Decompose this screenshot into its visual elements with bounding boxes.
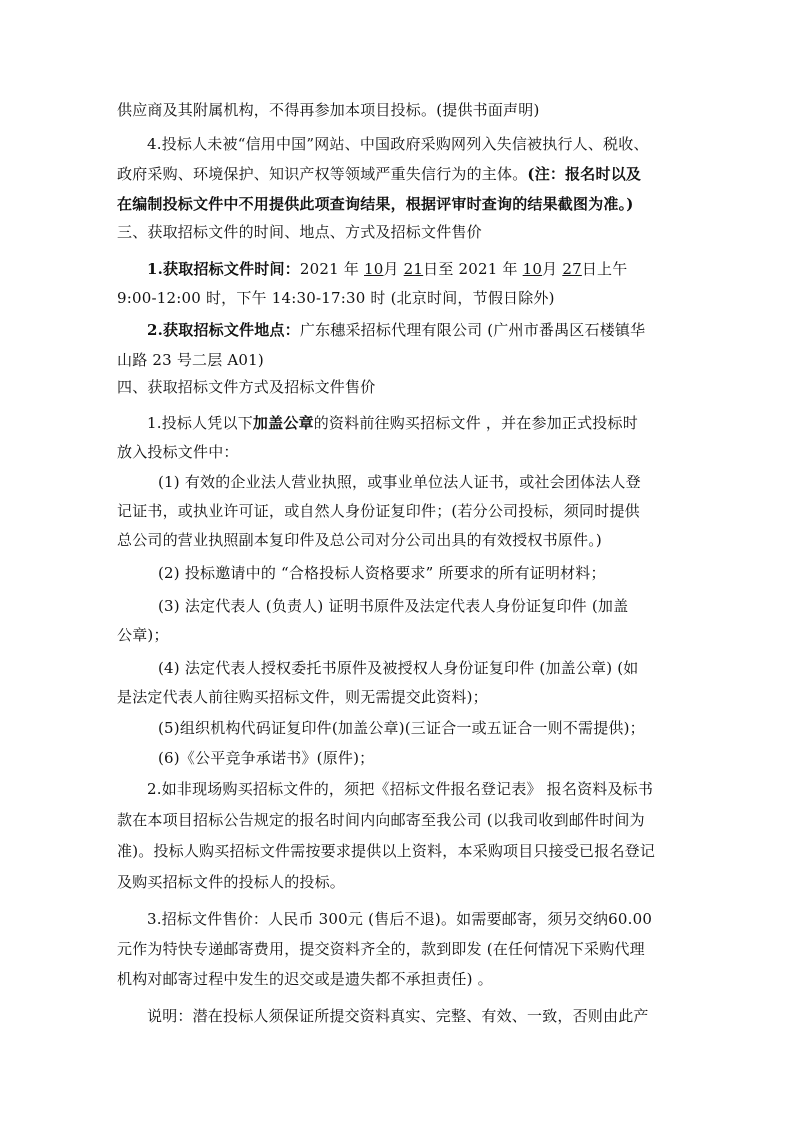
paragraph-line: 9:00-12:00 时，下午 14:30-17:30 时 (北京时间，节假日除外) bbox=[117, 289, 555, 307]
list-item: (2) 投标邀请中的 “合格投标人资格要求” 所要求的所有证明材料； bbox=[158, 564, 606, 582]
paragraph-line: 2.如非现场购买招标文件的，须把《招标文件报名登记表》 报名资料及标书 bbox=[147, 780, 654, 798]
text-run: 日上午 bbox=[581, 260, 628, 278]
paragraph-line: 及购买招标文件的投标人的投标。 bbox=[117, 873, 346, 891]
bold-note: (注：报名时以及 bbox=[527, 165, 642, 183]
paragraph-line bbox=[147, 320, 645, 340]
list-item: (6)《公平竞争承诺书》(原件)； bbox=[158, 749, 375, 767]
bold-text: 加盖公章 bbox=[252, 414, 314, 432]
paragraph-line: 4.投标人未被“信用中国”网站、中国政府采购网列入失信被执行人、税收、 bbox=[147, 135, 649, 153]
paragraph-line: 放入投标文件中： bbox=[117, 443, 239, 461]
paragraph-line: 公章)； bbox=[117, 626, 169, 644]
item-label: 2.获取招标文件地点： bbox=[147, 321, 300, 339]
text-run: 2021 年 bbox=[299, 260, 364, 278]
bold-note: 在编制投标文件中不用提供此项查询结果，根据评审时查询的结果截图为准。) bbox=[117, 195, 634, 213]
item-label: 1.获取招标文件时间： bbox=[147, 260, 300, 278]
list-item: (3) 法定代表人 (负责人) 证明书原件及法定代表人身份证复印件 (加盖 bbox=[158, 597, 629, 615]
text-run: 的资料前往购买招标文件 ，并在参加正式投标时 bbox=[313, 414, 638, 432]
section-heading: 三、获取招标文件的时间、地点、方式及招标文件售价 bbox=[117, 223, 482, 241]
date-day: 21 bbox=[403, 260, 424, 278]
date-day: 27 bbox=[562, 260, 582, 278]
list-item: (1) 有效的企业法人营业执照，或事业单位法人证书，或社会团体法人登 bbox=[158, 473, 641, 491]
paragraph-line: 机构对邮寄过程中发生的迟交或是遗失都不承担责任) 。 bbox=[117, 970, 493, 988]
paragraph-line: 3.招标文件售价：人民币 300元 (售后不退)。如需要邮寄，须另交纳60.00 bbox=[147, 910, 653, 928]
paragraph-line: 款在本项目招标公告规定的报名时间内向邮寄至我公司 (以我司收到邮件时间为 bbox=[117, 811, 645, 829]
note-line: 说明：潜在投标人须保证所提交资料真实、完整、有效、一致，否则由此产 bbox=[147, 1007, 649, 1025]
paragraph-line: 总公司的营业执照副本复印件及总公司对分公司出具的有效授权书原件。) bbox=[117, 531, 602, 549]
paragraph-line bbox=[147, 259, 627, 279]
paragraph-line bbox=[117, 164, 641, 184]
text-run: 1.投标人凭以下 bbox=[147, 414, 253, 432]
text-run: 政府采购、环境保护、知识产权等领域严重失信行为的主体。 bbox=[117, 165, 528, 183]
paragraph-line bbox=[147, 413, 638, 433]
paragraph-line: 元作为特快专递邮寄费用，提交资料齐全的，款到即发 (在任何情况下采购代理 bbox=[117, 940, 645, 958]
date-month: 10 bbox=[364, 260, 384, 278]
text-run: 月 bbox=[383, 260, 404, 278]
list-item: (4) 法定代表人授权委托书原件及被授权人身份证复印件 (加盖公章) (如 bbox=[158, 659, 639, 677]
text-run: 广东穗采招标代理有限公司 (广州市番禺区石楼镇华 bbox=[299, 321, 646, 339]
section-heading: 四、获取招标文件方式及招标文件售价 bbox=[117, 378, 376, 396]
paragraph-line: 供应商及其附属机构，不得再参加本项目投标。(提供书面声明) bbox=[117, 101, 540, 119]
paragraph-line: 准)。投标人购买招标文件需按要求提供以上资料，本采购项目只接受已报名登记 bbox=[117, 842, 656, 860]
paragraph-line: 记证书，或执业许可证，或自然人身份证复印件；(若分公司投标，须同时提供 bbox=[117, 502, 640, 520]
text-run: 月 bbox=[542, 260, 563, 278]
paragraph-line: 山路 23 号二层 A01) bbox=[117, 351, 264, 369]
paragraph-line: 是法定代表人前往购买招标文件，则无需提交此资料)； bbox=[117, 688, 488, 706]
list-item: (5)组织机构代码证复印件(加盖公章)(三证合一或五证合一则不需提供)； bbox=[158, 719, 645, 737]
date-month: 10 bbox=[522, 260, 543, 278]
text-run: 日至 2021 年 bbox=[423, 260, 523, 278]
